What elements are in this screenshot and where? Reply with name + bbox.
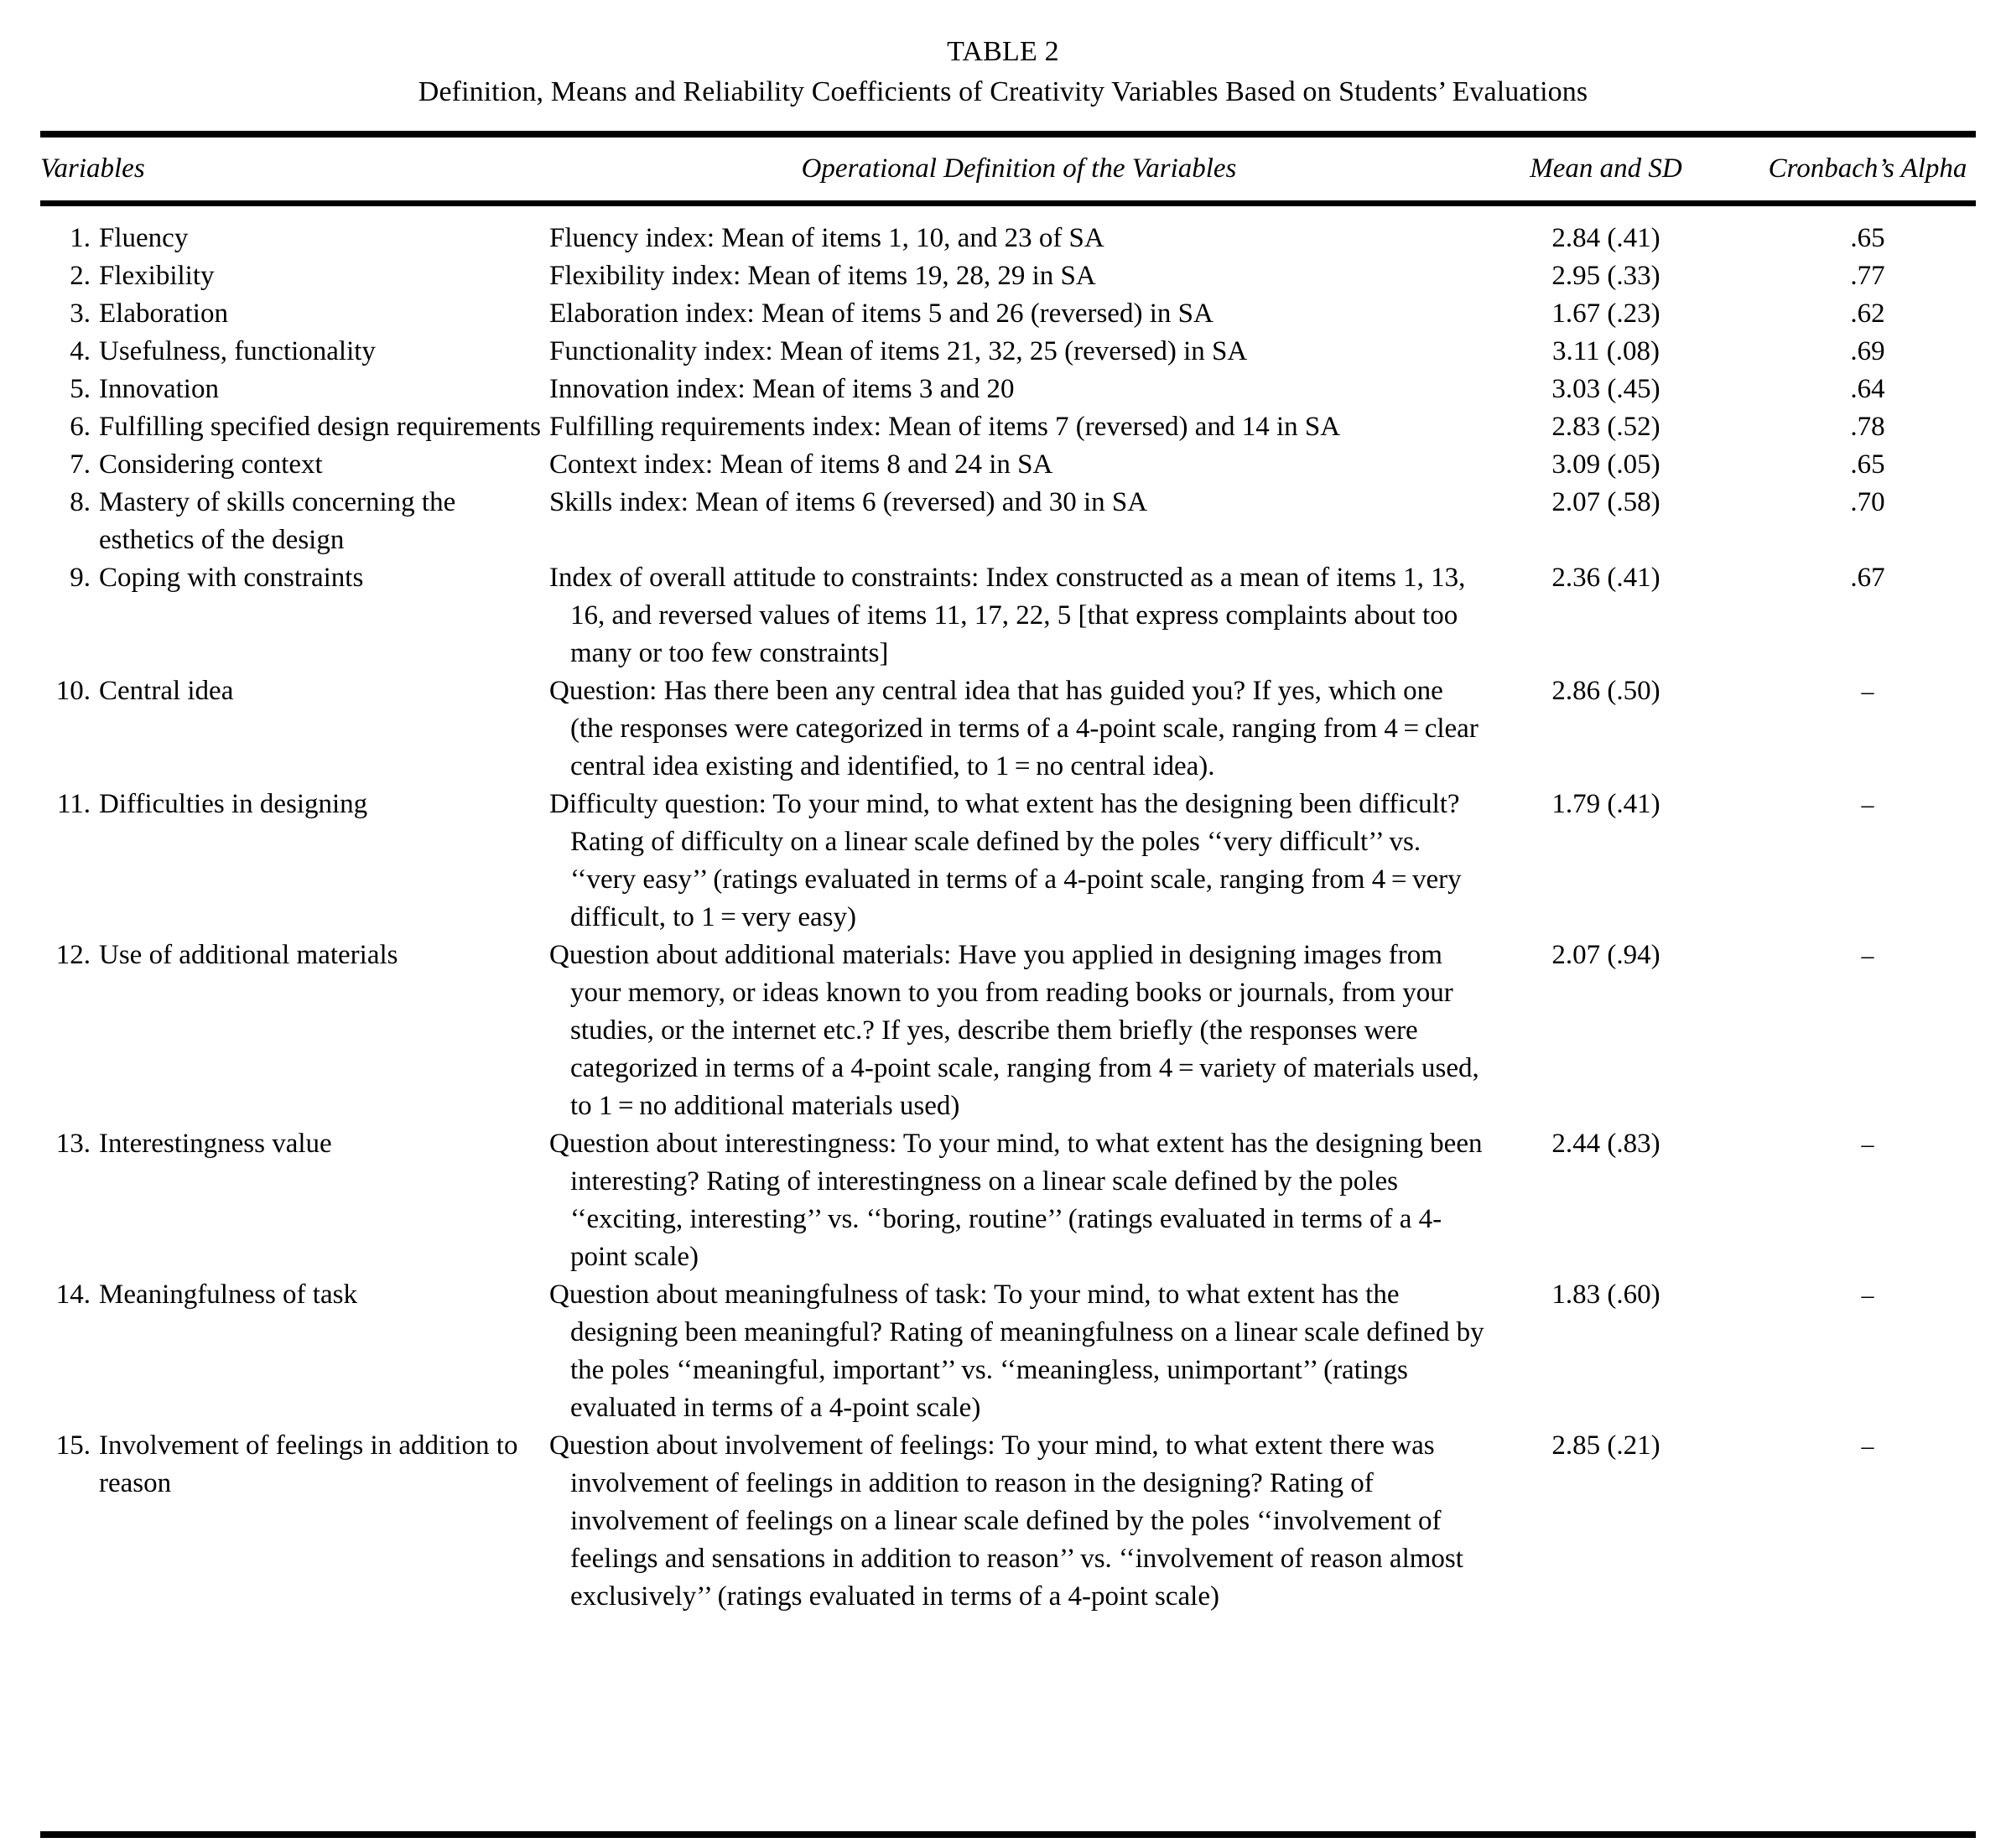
cell-cronbachs-alpha: – — [1861, 1432, 1874, 1460]
cell-cronbachs-alpha: .65 — [1850, 449, 1885, 480]
variable-number: 9. — [70, 563, 91, 593]
cell-definition: Question about interestingness: To your mind, to what extent has the designing been interesting? Rating of interestingness on a linear scale defined by the poles ‘‘exciting, interesting’’ vs. ‘‘boring, routine’’ (ratings evaluated in terms of a 4-point scale) — [549, 1129, 1483, 1272]
table-bottom-rule — [40, 1831, 1976, 1838]
cell-variable — [40, 371, 543, 408]
cell-cronbachs-alpha: .77 — [1850, 261, 1885, 291]
cell-definition: Innovation index: Mean of items 3 and 20 — [549, 374, 1015, 404]
variable-number: 13. — [55, 1129, 91, 1159]
variable-number: 12. — [55, 940, 91, 970]
cell-variable — [40, 1276, 543, 1314]
cell-definition: Question: Has there been any central idea that has guided you? If yes, which one (the responses were categorized in terms of a 4-point scale, ranging from 4 = clear central idea existing and identified, to 1 = no central idea). — [549, 676, 1479, 781]
variable-label: Coping with constraints — [99, 563, 364, 593]
table-top-rule — [40, 131, 1976, 138]
cell-definition: Index of overall attitude to constraints: Index constructed as a mean of items 1, 13, 16, and reversed values of items 11, 17, 22, 5 [that express complaints about too many or too few constraints] — [549, 563, 1466, 668]
table-title-block — [0, 32, 2006, 112]
variable-label: Flexibility — [99, 261, 215, 291]
table-caption: Definition, Means and Reliability Coefficients of Creativity Variables Based on Students’ Evaluations — [418, 76, 1588, 107]
cell-mean-sd: 2.07 (.58) — [1551, 487, 1660, 517]
cell-cronbachs-alpha: – — [1861, 1281, 1874, 1309]
cell-cronbachs-alpha: – — [1861, 1130, 1874, 1158]
cell-cronbachs-alpha: .65 — [1850, 223, 1885, 253]
table-row — [0, 484, 2006, 559]
variable-label: Mastery of skills concerning the esthetics of the design — [99, 487, 456, 555]
cell-mean-sd: 3.03 (.45) — [1551, 374, 1660, 404]
cell-definition: Elaboration index: Mean of items 5 and 26 (reversed) in SA — [549, 298, 1213, 329]
cell-variable — [40, 672, 543, 710]
cell-cronbachs-alpha: .70 — [1850, 487, 1885, 517]
variable-number: 14. — [55, 1280, 91, 1310]
column-header-cronbachs-alpha: Cronbach’s Alpha — [1768, 153, 1967, 184]
table-number: TABLE 2 — [947, 36, 1059, 67]
column-header-variables: Variables — [40, 153, 145, 184]
table-row — [0, 446, 2006, 484]
variable-label: Interestingness value — [99, 1129, 332, 1159]
variable-number: 10. — [55, 676, 91, 706]
cell-variable — [40, 786, 543, 823]
cell-definition: Fulfilling requirements index: Mean of items 7 (reversed) and 14 in SA — [549, 412, 1341, 442]
cell-definition: Question about additional materials: Have you applied in designing images from your memory, or ideas known to you from reading books or journals, from your studies, or the internet etc.? If yes, describe them briefly (the responses were categorized in terms of a 4-point scale, ranging from 4 = variety of materials used, to 1 = no additional materials used) — [549, 940, 1479, 1121]
column-header-mean-sd: Mean and SD — [1530, 153, 1682, 184]
table-header-rule — [40, 200, 1976, 206]
column-header-definition: Operational Definition of the Variables — [801, 153, 1237, 184]
cell-variable — [40, 1427, 543, 1503]
cell-cronbachs-alpha: .69 — [1850, 336, 1885, 366]
cell-mean-sd: 2.44 (.83) — [1551, 1129, 1660, 1159]
cell-mean-sd: 2.83 (.52) — [1551, 412, 1660, 442]
table-row — [0, 333, 2006, 371]
cell-cronbachs-alpha: – — [1861, 791, 1874, 818]
variable-label: Use of additional materials — [99, 940, 398, 970]
variable-label: Central idea — [99, 676, 234, 706]
table-row — [0, 1427, 2006, 1616]
table-row — [0, 408, 2006, 446]
cell-variable — [40, 484, 543, 559]
cell-definition: Question about meaningfulness of task: To your mind, to what extent has the designing been meaningful? Rating of meaningfulness on a linear scale defined by the poles ‘‘meaningful, important’’ vs. ‘‘meaningless, unimportant’’ (ratings evaluated in terms of a 4-point scale) — [549, 1280, 1484, 1423]
cell-variable — [40, 1125, 543, 1163]
cell-definition: Fluency index: Mean of items 1, 10, and 23 of SA — [549, 223, 1104, 253]
cell-cronbachs-alpha: .62 — [1850, 298, 1885, 329]
cell-mean-sd: 2.36 (.41) — [1551, 563, 1660, 593]
table-row — [0, 220, 2006, 257]
table-row — [0, 295, 2006, 333]
cell-mean-sd: 3.11 (.08) — [1551, 336, 1660, 366]
variable-number: 15. — [55, 1430, 91, 1461]
table-row — [0, 786, 2006, 937]
variable-label: Innovation — [99, 374, 219, 404]
cell-cronbachs-alpha: .64 — [1850, 374, 1885, 404]
cell-cronbachs-alpha: – — [1861, 942, 1874, 969]
table-row — [0, 559, 2006, 672]
cell-mean-sd: 2.85 (.21) — [1551, 1430, 1660, 1461]
variable-number: 6. — [70, 412, 91, 442]
table-row — [0, 1125, 2006, 1276]
cell-definition: Context index: Mean of items 8 and 24 in SA — [549, 449, 1053, 480]
variable-number: 2. — [70, 261, 91, 291]
cell-variable — [40, 257, 543, 295]
cell-mean-sd: 1.83 (.60) — [1551, 1280, 1660, 1310]
table-row — [0, 937, 2006, 1125]
variable-number: 3. — [70, 298, 91, 329]
cell-mean-sd: 2.95 (.33) — [1551, 261, 1660, 291]
variable-label: Considering context — [99, 449, 323, 480]
variable-number: 7. — [70, 449, 91, 480]
variable-number: 4. — [70, 336, 91, 366]
variable-label: Difficulties in designing — [99, 789, 368, 819]
cell-mean-sd: 1.67 (.23) — [1551, 298, 1660, 329]
variable-label: Meaningfulness of task — [99, 1280, 357, 1310]
variable-label: Involvement of feelings in addition to reason — [99, 1430, 518, 1498]
cell-mean-sd: 1.79 (.41) — [1551, 789, 1660, 819]
cell-definition: Question about involvement of feelings: To your mind, to what extent there was involvement of feelings in addition to reason in the designing? Rating of involvement of feelings on a linear scale defined by the poles ‘‘involvement of feelings and sensations in addition to reason’’ vs. ‘‘involvement of reason almost exclusively’’ (ratings evaluated in terms of a 4-point scale) — [549, 1430, 1463, 1612]
variable-number: 5. — [70, 374, 91, 404]
cell-definition: Functionality index: Mean of items 21, 32, 25 (reversed) in SA — [549, 336, 1248, 366]
cell-variable — [40, 295, 543, 333]
cell-variable — [40, 937, 543, 974]
cell-mean-sd: 3.09 (.05) — [1551, 449, 1660, 480]
variable-label: Fulfilling specified design requirements — [99, 412, 541, 442]
cell-definition: Difficulty question: To your mind, to what extent has the designing been difficult? Rating of difficulty on a linear scale defined by the poles ‘‘very difficult’’ vs. ‘‘very easy’’ (ratings evaluated in terms of a 4-point scale, ranging from 4 = very difficult, to 1 = very easy) — [549, 789, 1462, 932]
variable-label: Elaboration — [99, 298, 228, 329]
variable-number: 1. — [70, 223, 91, 253]
cell-variable — [40, 559, 543, 597]
variable-number: 11. — [56, 789, 91, 819]
variable-number: 8. — [70, 487, 91, 517]
table-row — [0, 1276, 2006, 1427]
cell-variable — [40, 408, 543, 446]
cell-variable — [40, 220, 543, 257]
cell-mean-sd: 2.07 (.94) — [1551, 940, 1660, 970]
cell-variable — [40, 446, 543, 484]
variable-label: Usefulness, functionality — [99, 336, 376, 366]
cell-cronbachs-alpha: .67 — [1850, 563, 1885, 593]
table-row — [0, 257, 2006, 295]
cell-definition: Skills index: Mean of items 6 (reversed) and 30 in SA — [549, 487, 1148, 517]
variable-label: Fluency — [99, 223, 189, 253]
cell-variable — [40, 333, 543, 371]
cell-definition: Flexibility index: Mean of items 19, 28, 29 in SA — [549, 261, 1096, 291]
cell-cronbachs-alpha: .78 — [1850, 412, 1885, 442]
cell-cronbachs-alpha: – — [1861, 677, 1874, 705]
cell-mean-sd: 2.86 (.50) — [1551, 676, 1660, 706]
table-row — [0, 672, 2006, 786]
table-header-row — [0, 147, 2006, 194]
cell-mean-sd: 2.84 (.41) — [1551, 223, 1660, 253]
table-row — [0, 371, 2006, 408]
